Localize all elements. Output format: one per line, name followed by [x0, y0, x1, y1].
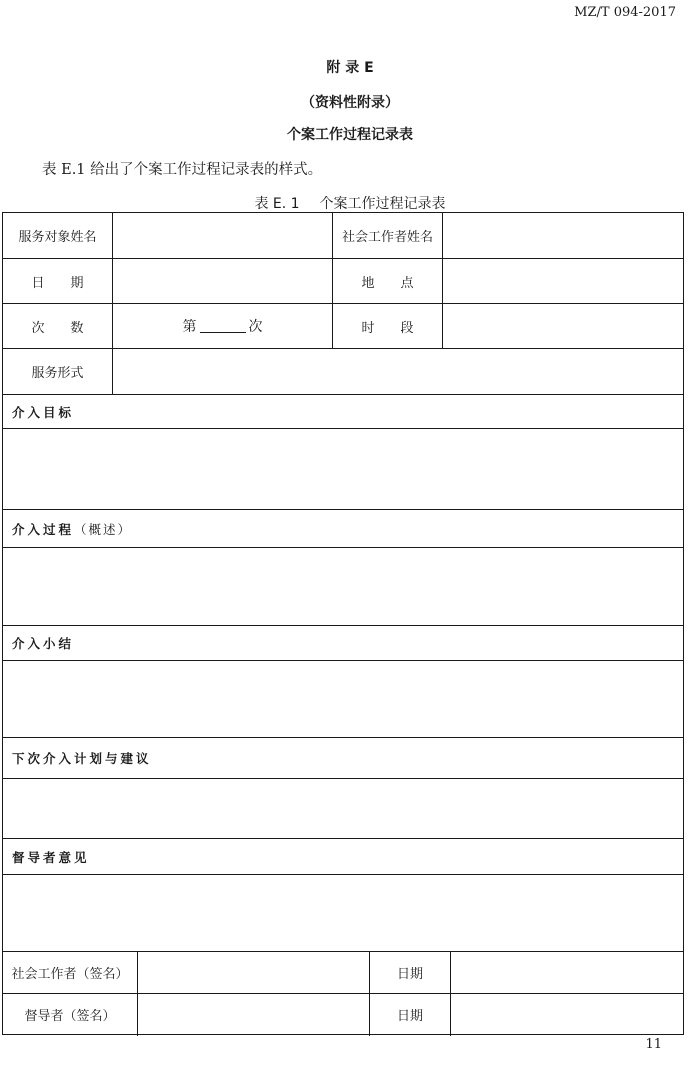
section-intervention-goal: 介入目标: [12, 405, 75, 420]
date-field[interactable]: [113, 259, 332, 303]
supervisor-sign-label: 督导者（签名）: [24, 1008, 116, 1024]
next-plan-field[interactable]: [3, 779, 683, 838]
time-period-label: 时段: [361, 320, 440, 336]
social-worker-name-label: 社会工作者姓名: [341, 230, 433, 245]
table-caption: [0, 193, 700, 213]
worker-sign-label: 社会工作者（签名）: [11, 967, 129, 982]
service-form-field[interactable]: [113, 349, 683, 394]
section-supervisor-opinion: 督导者意见: [12, 850, 90, 865]
service-form-label: 服务形式: [31, 366, 84, 381]
intervention-process-field[interactable]: [3, 548, 683, 625]
place-field[interactable]: [443, 259, 683, 303]
appendix-nature: （资料性附录）: [301, 95, 399, 111]
appendix-title: 附 录 E: [326, 60, 374, 76]
session-label: 次数: [31, 320, 110, 336]
worker-sign-field[interactable]: [138, 952, 369, 993]
client-name-label: 服务对象姓名: [18, 230, 97, 245]
session-suffix: 次: [248, 319, 263, 335]
section-intervention-process: 介入过程（概述）: [12, 522, 133, 537]
table-number: 表 E. 1: [254, 196, 300, 212]
supervisor-date-field[interactable]: [451, 994, 683, 1034]
social-worker-name-field[interactable]: [443, 213, 683, 258]
worker-date-field[interactable]: [451, 952, 683, 993]
session-blank[interactable]: [200, 320, 246, 333]
supervisor-date-label: 日期: [396, 1008, 423, 1024]
table-title: 个案工作过程记录表: [319, 196, 446, 212]
intro-text: 表 E.1 给出了个案工作过程记录表的样式。: [42, 162, 323, 178]
supervisor-sign-field[interactable]: [138, 994, 369, 1034]
intervention-goal-field[interactable]: [3, 429, 683, 509]
supervisor-opinion-field[interactable]: [3, 875, 683, 951]
section-next-plan: 下次介入计划与建议: [12, 751, 152, 766]
time-period-field[interactable]: [443, 304, 683, 348]
section-intervention-summary: 介入小结: [12, 636, 75, 651]
session-prefix: 第: [182, 319, 197, 335]
case-work-record-form: [2, 212, 684, 1035]
client-name-field[interactable]: [113, 213, 332, 258]
intervention-summary-field[interactable]: [3, 661, 683, 737]
appendix-name: 个案工作过程记录表: [287, 127, 413, 143]
page-number: 11: [645, 1037, 662, 1052]
place-label: 地点: [361, 275, 440, 291]
worker-date-label: 日期: [396, 967, 423, 982]
session-number-field[interactable]: [113, 304, 332, 348]
standard-code: MZ/T 094-2017: [574, 5, 676, 20]
date-label: 日期: [31, 275, 110, 291]
